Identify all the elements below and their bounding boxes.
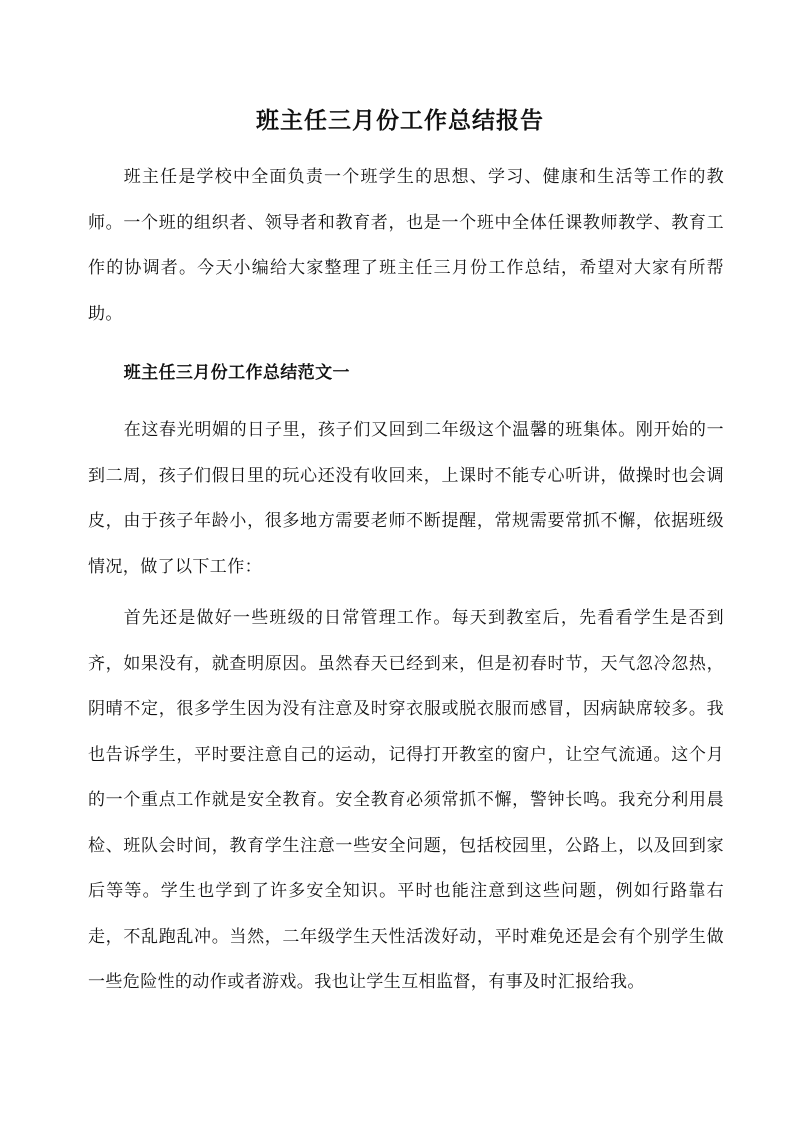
document-title: 班主任三月份工作总结报告 (256, 108, 544, 134)
intro-paragraph: 班主任是学校中全面负责一个班学生的思想、学习、健康和生活等工作的教师。一个班的组织者、领导者和教育者，也是一个班中全体任课教师教学、教育工作的协调者。今天小编给大家整理了班主任三月份工作总结，希望对大家有所帮助。 (88, 167, 724, 324)
document-body (88, 155, 724, 1006)
section-heading: 班主任三月份工作总结范文一 (123, 363, 350, 383)
body-paragraph-1: 在这春光明媚的日子里，孩子们又回到二年级这个温馨的班集体。刚开始的一到二周，孩子们假日里的玩心还没有收回来，上课时不能专心听讲，做操时也会调皮，由于孩子年龄小，很多地方需要老师不断提醒，常规需要常抓不懈，依据班级情况，做了以下工作： (88, 420, 724, 577)
body-paragraph-2: 首先还是做好一些班级的日常管理工作。每天到教室后，先看看学生是否到齐，如果没有，就查明原因。虽然春天已经到来，但是初春时节，天气忽冷忽热，阴晴不定，很多学生因为没有注意及时穿衣服或脱衣服而感冒，因病缺席较多。我也告诉学生，平时要注意自己的运动，记得打开教室的窗户，让空气流通。这个月的一个重点工作就是安全教育。安全教育必须常抓不懈，警钟长鸣。我充分利用晨检、班队会时间，教育学生注意一些安全问题，包括校园里，公路上，以及回到家后等等。学生也学到了许多安全知识。平时也能注意到这些问题，例如行路靠右走，不乱跑乱冲。当然，二年级学生天性活泼好动，平时难免还是会有个别学生做一些危险性的动作或者游戏。我也让学生互相监督，有事及时汇报给我。 (88, 608, 724, 992)
